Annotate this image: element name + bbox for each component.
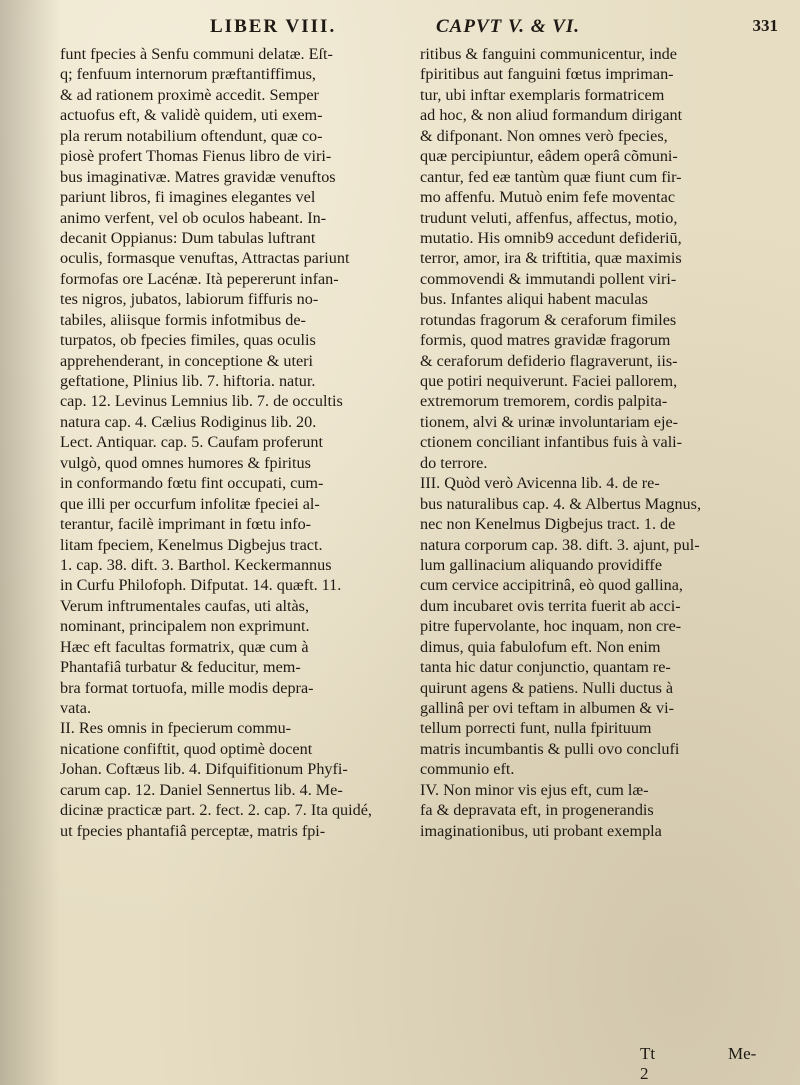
text-line: lum gallinacium aliquando providiffe (420, 555, 663, 574)
text-line: bus naturalibus cap. 4. & Albertus Magnus, (420, 494, 701, 513)
right-text-column (420, 44, 782, 841)
text-line: formis, quod matres gravidæ fragorum (420, 331, 671, 350)
text-line: ad hoc, & non aliud formandum dirigant (420, 106, 683, 125)
text-line: carum cap. 12. Daniel Sennertus lib. 4. Me- (60, 780, 343, 799)
text-line: extremorum tremorem, cordis palpita- (420, 392, 668, 411)
text-line: commovendi & immutandi pollent viri- (420, 269, 677, 288)
text-line: ctionem conciliant infantibus fuis à vali- (420, 433, 683, 452)
text-line: funt fpecies à Senfu communi delatæ. Eſt- (60, 45, 333, 63)
text-line: gallinâ per ovi teftam in albumen & vi- (420, 699, 674, 717)
text-line: tanta hic datur conjunctio, quantam re- (420, 658, 671, 677)
text-line: pla rerum notabilium oftendunt, quæ co- (60, 126, 323, 145)
text-line: natura corporum cap. 38. dift. 3. ajunt, pul- (420, 535, 700, 554)
text-line: turpatos, ob fpecies fimiles, quas oculis (60, 331, 316, 350)
catchword: Me- (728, 1044, 757, 1063)
text-line: apprehenderant, in conceptione & uteri (60, 351, 314, 370)
text-line: dicinæ practicæ part. 2. fect. 2. cap. 7. Ita quidé, (60, 801, 372, 820)
text-line: vata. (60, 699, 92, 717)
text-line: nicatione confiftit, quod optimè docent (60, 739, 313, 758)
text-line: mo affenfu. Mutuò enim fefe moventac (420, 188, 676, 207)
text-line: in Curfu Philofoph. Difputat. 14. quæft. 11. (60, 576, 342, 595)
text-line: q; fenfuum internorum præftantiffimus, (60, 65, 316, 84)
text-line: tur, ubi inftar exemplaris formatricem (420, 85, 665, 104)
text-line: cap. 12. Levinus Lemnius lib. 7. de occultis (60, 392, 343, 411)
text-line: mutatio. His omnib9 accedunt defideriū, (420, 228, 682, 247)
text-line: III. Quòd verò Avicenna lib. 4. de re- (420, 474, 660, 493)
text-line: & ceraforum defiderio flagraverunt, iis- (420, 351, 678, 370)
text-line: & ad rationem proximè accedit. Semper (60, 85, 319, 104)
text-line: piosè profert Thomas Fienus libro de viri- (60, 147, 332, 166)
text-line: tabiles, aliisque formis infotmibus de- (60, 310, 306, 329)
text-line: bus imaginativæ. Matres gravidæ venuftos (60, 167, 336, 186)
text-line: nec non Kenelmus Digbejus tract. 1. de (420, 515, 676, 534)
text-line: Johan. Coftæus lib. 4. Difquifitionum Phyfi- (60, 760, 348, 779)
text-line: 1. cap. 38. dift. 3. Barthol. Keckermannus (60, 555, 332, 574)
left-text-column (60, 44, 400, 841)
text-line: communio eft. (420, 760, 515, 779)
text-line: & difponant. Non omnes verò fpecies, (420, 126, 668, 145)
text-line: geftatione, Plinius lib. 7. hiftoria. natur. (60, 372, 316, 390)
text-line: bus. Infantes aliqui habent maculas (420, 290, 648, 309)
text-line: animo verfent, vel ob oculos habeant. In- (60, 208, 327, 227)
text-line: terantur, facilè imprimant in fœtu info- (60, 515, 312, 534)
text-line: tionem, alvi & urinæ involuntariam eje- (420, 412, 679, 431)
text-line: fa & depravata eft, in progenerandis (420, 801, 654, 820)
running-header (60, 14, 778, 40)
text-line: tellum porrecti funt, nulla fpirituum (420, 719, 652, 738)
text-line: rotundas fragorum & ceraforum fimiles (420, 310, 677, 329)
text-line: do terrore. (420, 453, 488, 472)
gutter-shadow (0, 0, 60, 1085)
text-line: tes nigros, jubatos, labiorum fiffuris no- (60, 290, 319, 309)
text-line: dimus, quia fabulofum eft. Non enim (420, 637, 661, 656)
running-head-left: LIBER VIII. (210, 16, 337, 37)
text-line: pitre fupervolante, hoc inquam, non cre- (420, 617, 682, 636)
text-line: quæ percipiuntur, eâdem operâ cõmuni- (420, 147, 678, 166)
text-line: actuofus eft, & validè quidem, uti exem- (60, 106, 323, 125)
text-line: ut fpecies phantafiâ perceptæ, matris fpi- (60, 821, 326, 840)
text-line: formofas ore Lacénæ. Ità pepererunt infan- (60, 269, 339, 288)
text-line: matris incumbantis & pulli ovo conclufi (420, 739, 680, 758)
text-line: quirunt agens & patiens. Nulli ductus à (420, 678, 674, 697)
text-line: pariunt libros, fi imagines elegantes vel (60, 188, 316, 207)
text-line: decanit Oppianus: Dum tabulas luftrant (60, 228, 316, 247)
text-line: II. Res omnis in fpecierum commu- (60, 719, 292, 738)
text-line: Phantafiâ turbatur & feducitur, mem- (60, 658, 301, 677)
text-line: cum cervice accipitrinâ, eò quod gallina, (420, 576, 683, 595)
text-line: natura cap. 4. Cælius Rodiginus lib. 20. (60, 412, 317, 431)
text-line: nominant, principalem non exprimunt. (60, 617, 310, 636)
text-line: ritibus & fanguini communicentur, inde (420, 45, 677, 63)
running-head-right: CAPVT V. & VI. (436, 16, 581, 37)
text-line: dum incubaret ovis territa fuerit ab acci- (420, 596, 681, 615)
signature-mark: Tt 2 (640, 1044, 656, 1083)
text-line: bra format tortuofa, mille modis depra- (60, 678, 314, 697)
text-line: que illi per occurfum infolitæ fpeciei al- (60, 494, 320, 513)
text-line: imaginationibus, uti probant exempla (420, 821, 662, 840)
text-line: Lect. Antiquar. cap. 5. Caufam proferunt (60, 433, 323, 452)
text-line: oculis, formasque venuftas, Attractas pariunt (60, 249, 350, 268)
text-line: in conformando fœtu fint occupati, cum- (60, 474, 324, 493)
text-line: que potiri nequiverunt. Faciei pallorem, (420, 372, 678, 390)
page-number: 331 (752, 16, 778, 35)
text-line: terror, amor, ira & triftitia, quæ maximis (420, 249, 682, 268)
text-line: fpiritibus aut fanguini fœtus impriman- (420, 65, 674, 84)
text-line: cantur, fed eæ tantùm quæ fiunt cum fir- (420, 167, 682, 186)
text-line: IV. Non minor vis ejus eft, cum læ- (420, 780, 649, 799)
text-line: Verum inftrumentales caufas, uti altàs, (60, 596, 310, 615)
text-line: vulgò, quod omnes humores & fpiritus (60, 453, 311, 472)
text-line: litam fpeciem, Kenelmus Digbejus tract. (60, 535, 323, 554)
text-line: Hæc eft facultas formatrix, quæ cum à (60, 637, 309, 656)
text-line: trudunt veluti, affenfus, affectus, motio, (420, 208, 678, 227)
